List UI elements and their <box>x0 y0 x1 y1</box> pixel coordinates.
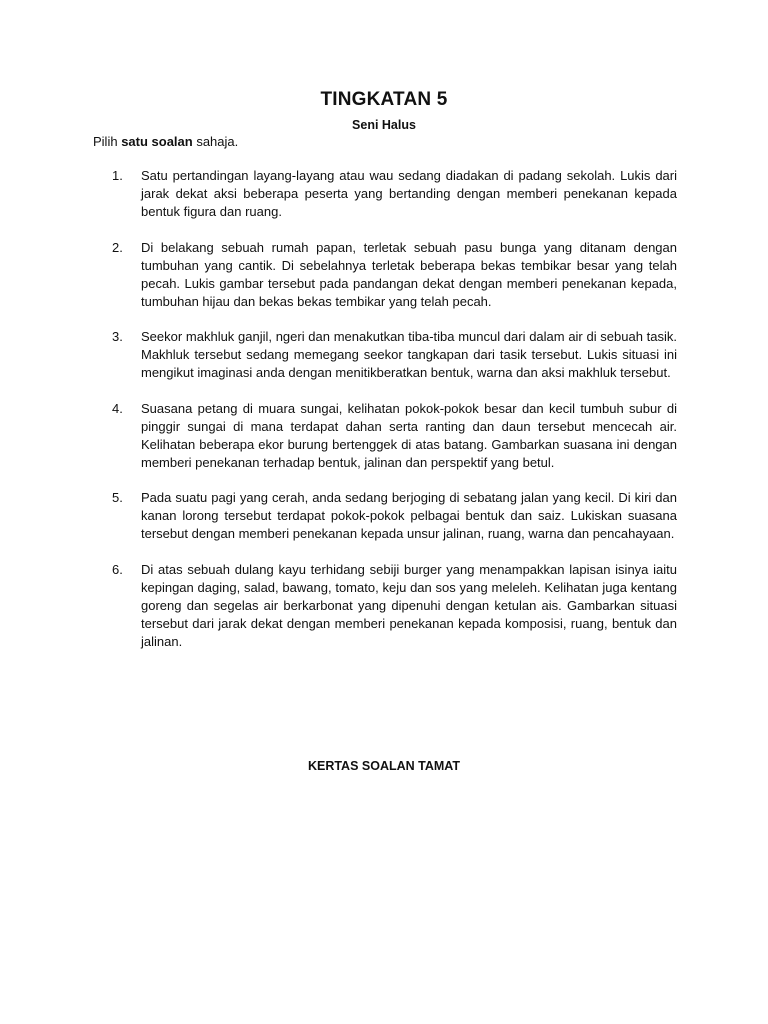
instruction-prefix: Pilih <box>93 134 122 149</box>
question-number: 5. <box>112 490 123 505</box>
page-title: TINGKATAN 5 <box>320 89 448 110</box>
question-number: 4. <box>112 400 123 416</box>
question-text: Di atas sebuah dulang kayu terhidang sebiji burger yang menampakkan lapisan isinya iaitu kepingan daging, salad, bawang, tomato, keju dan sos yang meleleh. Kelihatan juga kentang goreng dan segelas air berkarbonat yang dipenuhi dengan ketulan ais. Gambarkan situasi tersebut dari jarak dekat dengan memberi penekanan kepada komposisi, ruang, bentuk dan jalinan. <box>141 561 677 649</box>
instruction-emphasis: satu soalan <box>121 134 193 149</box>
instruction-suffix: sahaja. <box>192 134 239 149</box>
end-of-paper-label: KERTAS SOALAN TAMAT <box>307 759 461 773</box>
question-item-1 <box>112 167 677 221</box>
question-text: Seekor makhluk ganjil, ngeri dan menakutkan tiba-tiba muncul dari dalam air di sebuah tasik. Makhluk tersebut sedang memegang seekor tangkapan dari tasik tersebut. Lukis situasi ini mengikut imaginasi anda dengan menitikberatkan bentuk, warna dan aksi makhluk tersebut. <box>141 329 677 380</box>
question-number: 3. <box>112 329 123 344</box>
question-number: 6. <box>112 561 123 577</box>
question-number: 2. <box>112 239 123 255</box>
question-item-4 <box>112 400 677 472</box>
page-subtitle: Seni Halus <box>352 118 416 132</box>
instruction-text <box>93 134 238 149</box>
question-item-3 <box>112 328 677 382</box>
question-text: Suasana petang di muara sungai, kelihatan pokok-pokok besar dan kecil tumbuh subur di pinggir sungai di mana terdapat dahan serta ranting dan daun tersebut mencecah air. Kelihatan beberapa ekor burung bertenggek di atas batang. Gambarkan suasana ini dengan memberi penekanan terhadap bentuk, jalinan dan perspektif yang betul. <box>141 400 677 470</box>
question-item-5 <box>112 489 677 543</box>
question-text: Pada suatu pagi yang cerah, anda sedang berjoging di sebatang jalan yang kecil. Di kiri dan kanan lorong tersebut terdapat pokok-pokok pelbagai bentuk dan saiz. Lukiskan suasana tersebut dengan memberi penekanan kepada unsur jalinan, ruang, warna dan pencahayaan. <box>141 490 677 541</box>
question-text: Di belakang sebuah rumah papan, terletak sebuah pasu bunga yang ditanam dengan tumbuhan yang cantik. Di sebelahnya terletak beberapa bekas tembikar besar yang telah pecah. Lukis gambar tersebut pada pandangan dekat dengan memberi penekanan kepada, tumbuhan hijau dan bekas bekas tembikar yang telah pecah. <box>141 239 677 309</box>
question-item-2 <box>112 239 677 311</box>
question-text: Satu pertandingan layang-layang atau wau sedang diadakan di padang sekolah. Lukis dari jarak dekat aksi beberapa peserta yang bertanding dengan memberi penekanan kepada bentuk figura dan ruang. <box>141 168 677 219</box>
question-number: 1. <box>112 168 123 183</box>
question-list <box>112 167 677 668</box>
question-item-6 <box>112 561 677 651</box>
